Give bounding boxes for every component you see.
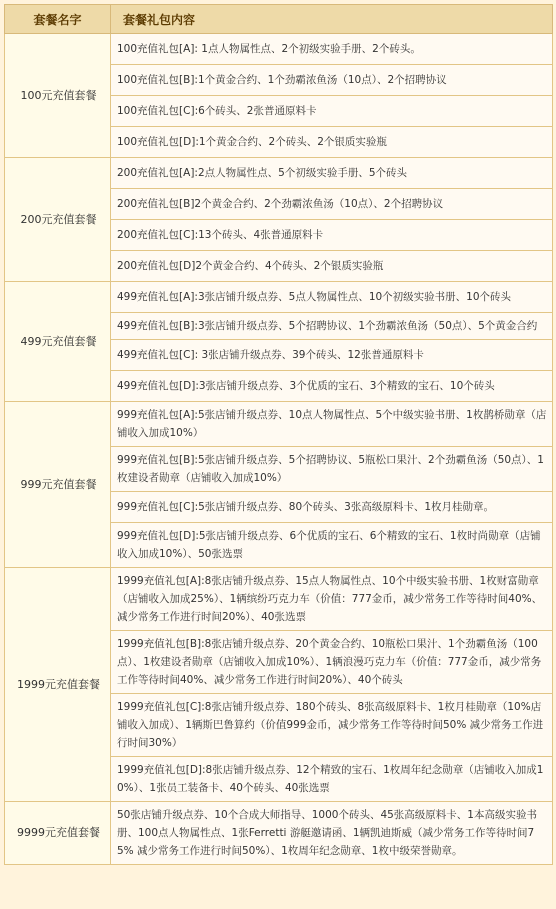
package-table (4, 4, 553, 865)
package-content: 999充值礼包[D]:5张店铺升级点券、6个优质的宝石、6个精致的宝石、1枚时尚勋章（店铺收入加成10%）、50张选票 (111, 523, 553, 568)
package-content: 100充值礼包[B]:1个黄金合约、1个劲霸浓鱼汤（10点）、2个招聘协议 (111, 65, 553, 96)
package-content: 100充值礼包[D]:1个黄金合约、2个砖头、2个银质实验瓶 (111, 127, 553, 158)
package-content: 100充值礼包[C]:6个砖头、2张普通原料卡 (111, 96, 553, 127)
header-package-name: 套餐名字 (5, 5, 111, 34)
package-name-499: 499元充值套餐 (5, 282, 111, 402)
package-content: 499充值礼包[A]:3张店铺升级点券、5点人物属性点、10个初级实验书册、10个砖头 (111, 282, 553, 313)
package-content: 999充值礼包[C]:5张店铺升级点券、80个砖头、3张高级原料卡、1枚月桂勋章。 (111, 492, 553, 523)
package-content: 1999充值礼包[D]:8张店铺升级点券、12个精致的宝石、1枚周年纪念勋章（店铺收入加成10%）、1张员工装备卡、40个砖头、40张选票 (111, 757, 553, 802)
package-content: 200充值礼包[A]:2点人物属性点、5个初级实验手册、5个砖头 (111, 158, 553, 189)
package-content: 499充值礼包[B]:3张店铺升级点券、5个招聘协议、1个劲霸浓鱼汤（50点）、5个黄金合约 (111, 313, 553, 340)
table-row (5, 568, 553, 631)
table-row (5, 802, 553, 865)
package-name-9999: 9999元充值套餐 (5, 802, 111, 865)
table-row (5, 34, 553, 65)
package-content: 499充值礼包[D]:3张店铺升级点券、3个优质的宝石、3个精致的宝石、10个砖头 (111, 371, 553, 402)
header-package-content: 套餐礼包内容 (111, 5, 553, 34)
package-content: 1999充值礼包[C]:8张店铺升级点券、180个砖头、8张高级原料卡、1枚月桂勋章（10%店铺收入加成）、1辆斯巴鲁算约（价值999金币，减少常务工作等待时间50% 减少常务工作进行时间30%） (111, 694, 553, 757)
package-content: 1999充值礼包[A]:8张店铺升级点券、15点人物属性点、10个中级实验书册、1枚财富勋章（店铺收入加成25%）、1辆缤纷巧克力车（价值：777金币，减少常务工作等待时间40%、减少常务工作进行时间20%）、40张选票 (111, 568, 553, 631)
package-content: 1999充值礼包[B]:8张店铺升级点券、20个黄金合约、10瓶松口果汁、1个劲霸鱼汤（100点）、1枚建设者勋章（店铺收入加成10%）、1辆浪漫巧克力车（价值：777金币，减少常务工作等待时间40%、减少常务工作进行时间20%）、40个砖头 (111, 631, 553, 694)
package-content: 200充值礼包[B]2个黄金合约、2个劲霸浓鱼汤（10点）、2个招聘协议 (111, 189, 553, 220)
package-content: 999充值礼包[A]:5张店铺升级点券、10点人物属性点、5个中级实验书册、1枚鹊桥勋章（店铺收入加成10%） (111, 402, 553, 447)
package-name-200: 200元充值套餐 (5, 158, 111, 282)
table-row (5, 402, 553, 447)
table-row (5, 158, 553, 189)
package-content: 50张店铺升级点券、10个合成大师指导、1000个砖头、45张高级原料卡、1本高级实验书册、100点人物属性点、1张Ferretti 游艇邀请函、1辆凯迪斯威（减少常务工作等待时间75% 减少常务工作进行时间50%）、1枚周年纪念勋章、1枚中级荣誉勋章。 (111, 802, 553, 865)
package-content: 999充值礼包[B]:5张店铺升级点券、5个招聘协议、5瓶松口果汁、2个劲霸鱼汤（50点）、1枚建设者勋章（店铺收入加成10%） (111, 447, 553, 492)
package-content: 200充值礼包[D]2个黄金合约、4个砖头、2个银质实验瓶 (111, 251, 553, 282)
package-content: 100充值礼包[A]: 1点人物属性点、2个初级实验手册、2个砖头。 (111, 34, 553, 65)
package-name-1999: 1999元充值套餐 (5, 568, 111, 802)
package-name-999: 999元充值套餐 (5, 402, 111, 568)
package-content: 499充值礼包[C]: 3张店铺升级点券、39个砖头、12张普通原料卡 (111, 340, 553, 371)
package-name-100: 100元充值套餐 (5, 34, 111, 158)
table-row (5, 282, 553, 313)
package-content: 200充值礼包[C]:13个砖头、4张普通原料卡 (111, 220, 553, 251)
table-header-row (5, 5, 553, 34)
